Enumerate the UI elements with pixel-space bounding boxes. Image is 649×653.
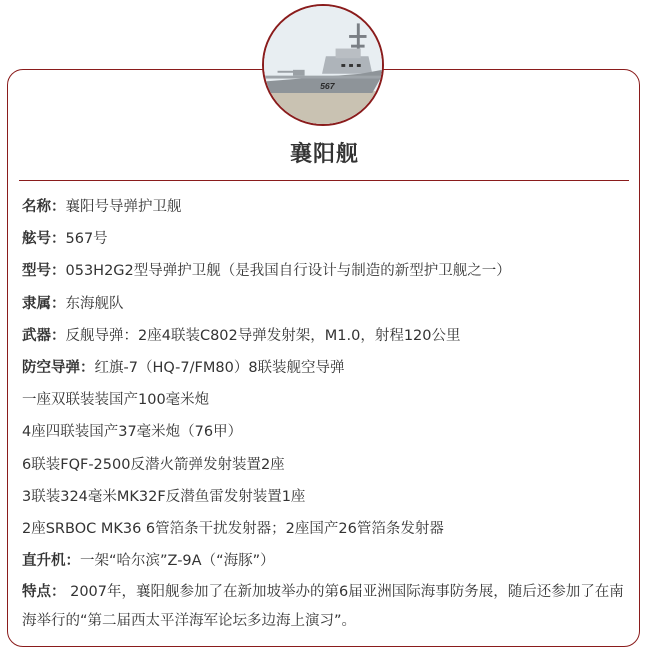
spec-row — [22, 384, 632, 416]
spec-key: 直升机： — [22, 553, 80, 570]
hull-number: 567 — [320, 81, 335, 92]
spec-key: 名称： — [22, 199, 66, 215]
spec-value: 4座四联装国产37毫米炮（76甲） — [22, 424, 243, 441]
feature-value: 2007年，襄阳舰参加了在新加坡举办的第6届亚洲国际海事防务展，随后还参加了在南海举行的“第二届西太平洋海军论坛多边海上演习”。 — [22, 584, 624, 630]
spec-value: 2座SRBOC MK36 6管箔条干扰发射器；2座国产26管箔条发射器 — [22, 520, 444, 537]
spec-row — [22, 449, 632, 481]
spec-key: 隶属： — [22, 295, 66, 312]
spec-value: 红旗-7（HQ-7/FM80）8联装舰空导弹 — [94, 359, 345, 376]
spec-list — [22, 191, 632, 636]
spec-row — [22, 416, 632, 448]
spec-value: 053H2G2型导弹护卫舰（是我国自行设计与制造的新型护卫舰之一） — [65, 263, 511, 280]
spec-value: 东海舰队 — [65, 295, 124, 312]
spec-value: 一座双联装装国产100毫米炮 — [22, 392, 210, 409]
spec-key: 武器： — [22, 327, 66, 344]
spec-value: 567号 — [65, 231, 108, 248]
spec-row — [22, 191, 632, 223]
spec-row — [22, 223, 632, 255]
spec-row — [22, 352, 632, 384]
spec-row — [22, 481, 632, 513]
spec-row — [22, 545, 632, 577]
feature-paragraph — [22, 578, 632, 636]
spec-row — [22, 320, 632, 352]
feature-key: 特点： — [22, 584, 66, 601]
title-divider — [19, 180, 629, 181]
spec-value: 反舰导弹：2座4联装C802导弹发射架，M1.0，射程120公里 — [65, 327, 461, 344]
spec-row — [22, 513, 632, 545]
spec-key: 舷号： — [22, 231, 66, 248]
ship-photo — [262, 4, 384, 126]
spec-value: 襄阳号导弹护卫舰 — [65, 199, 182, 215]
spec-row — [22, 288, 632, 320]
warship-image — [264, 6, 382, 124]
spec-key: 防空导弹： — [22, 359, 95, 376]
spec-value: 6联装FQF-2500反潜火箭弹发射装置2座 — [22, 456, 285, 473]
spec-value: 一架“哈尔滨”Z-9A（“海豚”） — [80, 553, 275, 570]
page-title: 襄阳舰 — [289, 142, 359, 167]
spec-value: 3联装324毫米MK32F反潜鱼雷发射装置1座 — [22, 488, 306, 505]
spec-row — [22, 255, 632, 287]
spec-key: 型号： — [22, 263, 66, 280]
